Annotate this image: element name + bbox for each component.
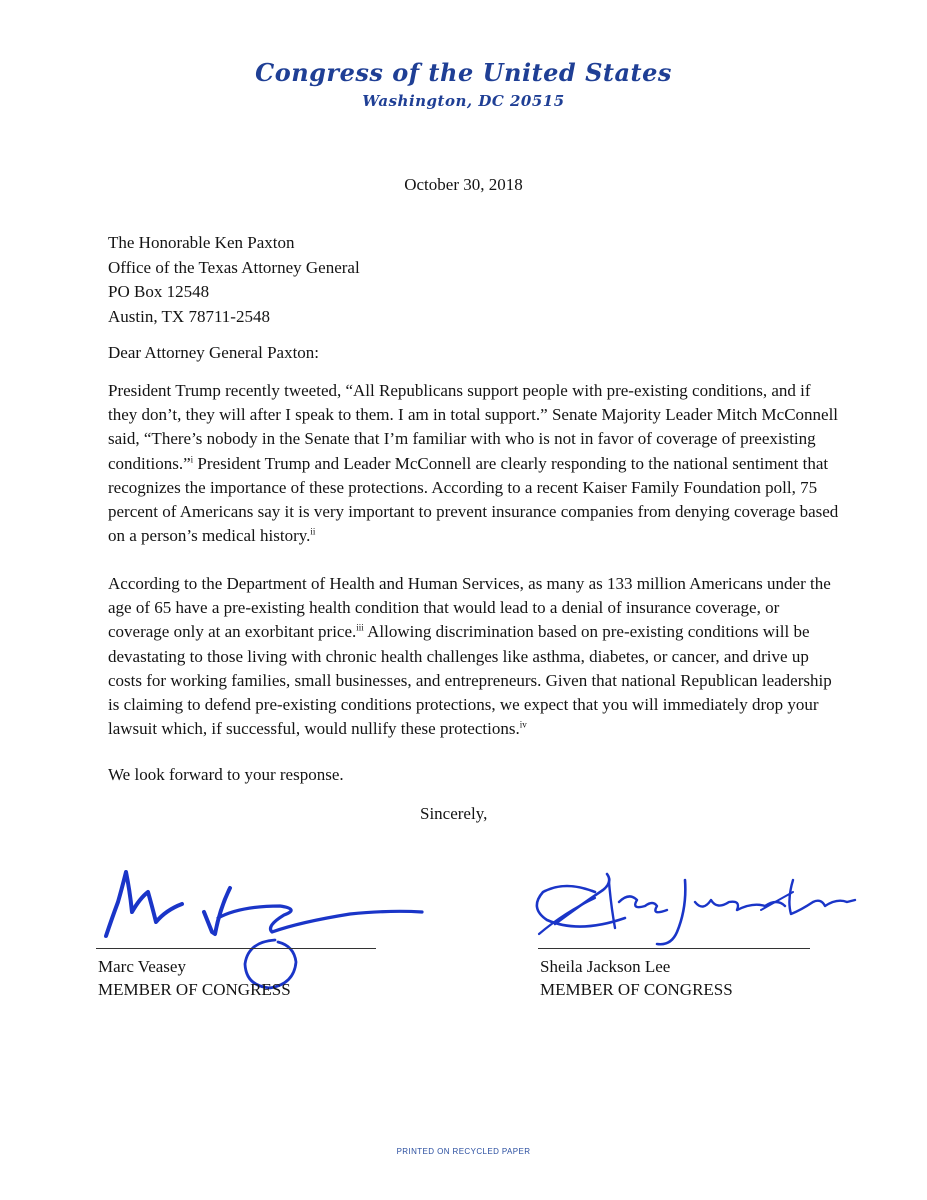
signatory-1 [98, 955, 291, 1001]
paragraph-text: President Trump recently tweeted, “All Republicans support people with pre-existing conditions, and if they don’t, they will after I speak to them. I am in total support.” Senate Majority Leader Mitch McConnell said, “There’s nobody in the Senate that I’m familiar with who is not in favor of coverage of preexisting conditions.” [108, 381, 839, 473]
footer-recycled-note: PRINTED ON RECYCLED PAPER [396, 1147, 531, 1156]
footnote-marker: iv [519, 719, 527, 730]
signatory-2 [540, 955, 733, 1001]
signatory-name: Sheila Jackson Lee [540, 957, 671, 976]
signatory-title: MEMBER OF CONGRESS [540, 980, 733, 999]
signature-line [538, 948, 810, 949]
recipient-line: Office of the Texas Attorney General [108, 257, 360, 277]
footnote-marker: iii [356, 622, 364, 633]
paragraph-text: According to the Department of Health and Human Services, as many as 133 million Americans under the age of 65 have a pre-existing health condition that would lead to a denial of insurance coverage, or coverage only at an exorbitant price. [108, 574, 831, 642]
recipient-line: Austin, TX 78711-2548 [108, 306, 270, 326]
letter-date: October 30, 2018 [404, 175, 523, 194]
letterhead-title: Congress of the United States [255, 58, 672, 87]
body-paragraph-1 [108, 379, 843, 548]
recipient-address [108, 231, 360, 329]
footnote-marker: ii [310, 526, 316, 537]
signature-sheila-jackson-lee [525, 862, 865, 952]
paragraph-text: Allowing discrimination based on pre-existing conditions will be devastating to those living with chronic health challenges like asthma, diabetes, or cancer, and drive up costs for working families, small businesses, and entrepreneurs. Given that national Republican leadership is claiming to defend pre-existing conditions protections, we expect that you will immediately drop your lawsuit which, if successful, would nullify these protections. [108, 622, 832, 739]
sign-off: Sincerely, [420, 804, 488, 823]
signatory-name: Marc Veasey [98, 957, 186, 976]
signature-line [96, 948, 376, 949]
recipient-line: The Honorable Ken Paxton [108, 233, 295, 252]
signatory-title: MEMBER OF CONGRESS [98, 980, 291, 999]
paragraph-text: President Trump and Leader McConnell are clearly responding to the national sentiment that recognizes the importance of these protections. According to a recent Kaiser Family Foundation poll, 75 percent of Americans say it is very important to prevent insurance companies from denying coverage based on a person’s medical history. [108, 453, 839, 546]
body-paragraph-2 [108, 572, 843, 741]
letterhead-city: Washington, DC 20515 [362, 92, 565, 110]
recipient-line: PO Box 12548 [108, 282, 210, 301]
closing-line: We look forward to your response. [108, 765, 344, 784]
salutation: Dear Attorney General Paxton: [108, 343, 320, 362]
footnote-marker: i [190, 453, 194, 464]
